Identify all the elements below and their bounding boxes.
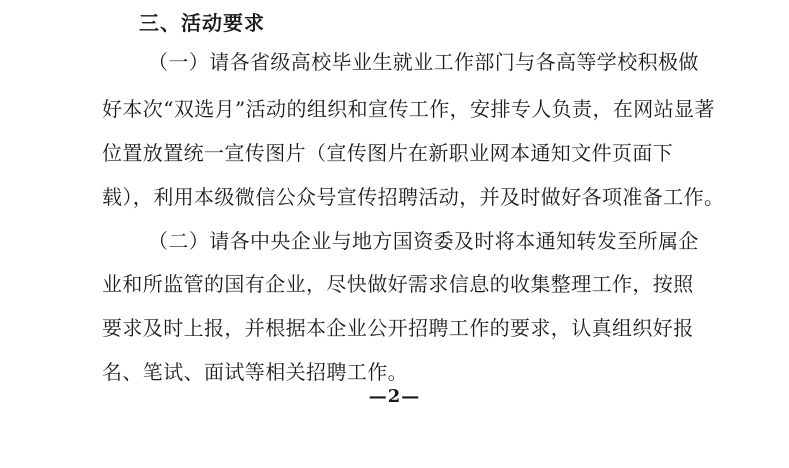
page-number: —2—: [368, 386, 421, 407]
paragraph-2-line-1: （二）请各中央企业与地方国资委及时将本通知转发至所属企: [148, 229, 699, 253]
paragraph-2-line-2: 业和所监管的国有企业，尽快做好需求信息的收集整理工作，按照: [102, 272, 694, 296]
paragraph-1-line-1: （一）请各省级高校毕业生就业工作部门与各高等学校积极做: [148, 50, 699, 74]
paragraph-1-line-4: 载），利用本级微信公众号宣传招聘活动，并及时做好各项准备工作。: [102, 185, 725, 209]
paragraph-1-line-2: 好本次“双选月”活动的组织和宣传工作，安排专人负责，在网站显著: [102, 97, 715, 121]
paragraph-1-line-3: 位置放置统一宣传图片（宣传图片在新职业网本通知文件页面下: [102, 141, 674, 165]
paragraph-2-line-4: 名、笔试、面试等相关招聘工作。: [102, 360, 408, 384]
section-heading: 三、活动要求: [139, 11, 265, 35]
paragraph-2-line-3: 要求及时上报，并根据本企业公开招聘工作的要求，认真组织好报: [102, 316, 694, 340]
